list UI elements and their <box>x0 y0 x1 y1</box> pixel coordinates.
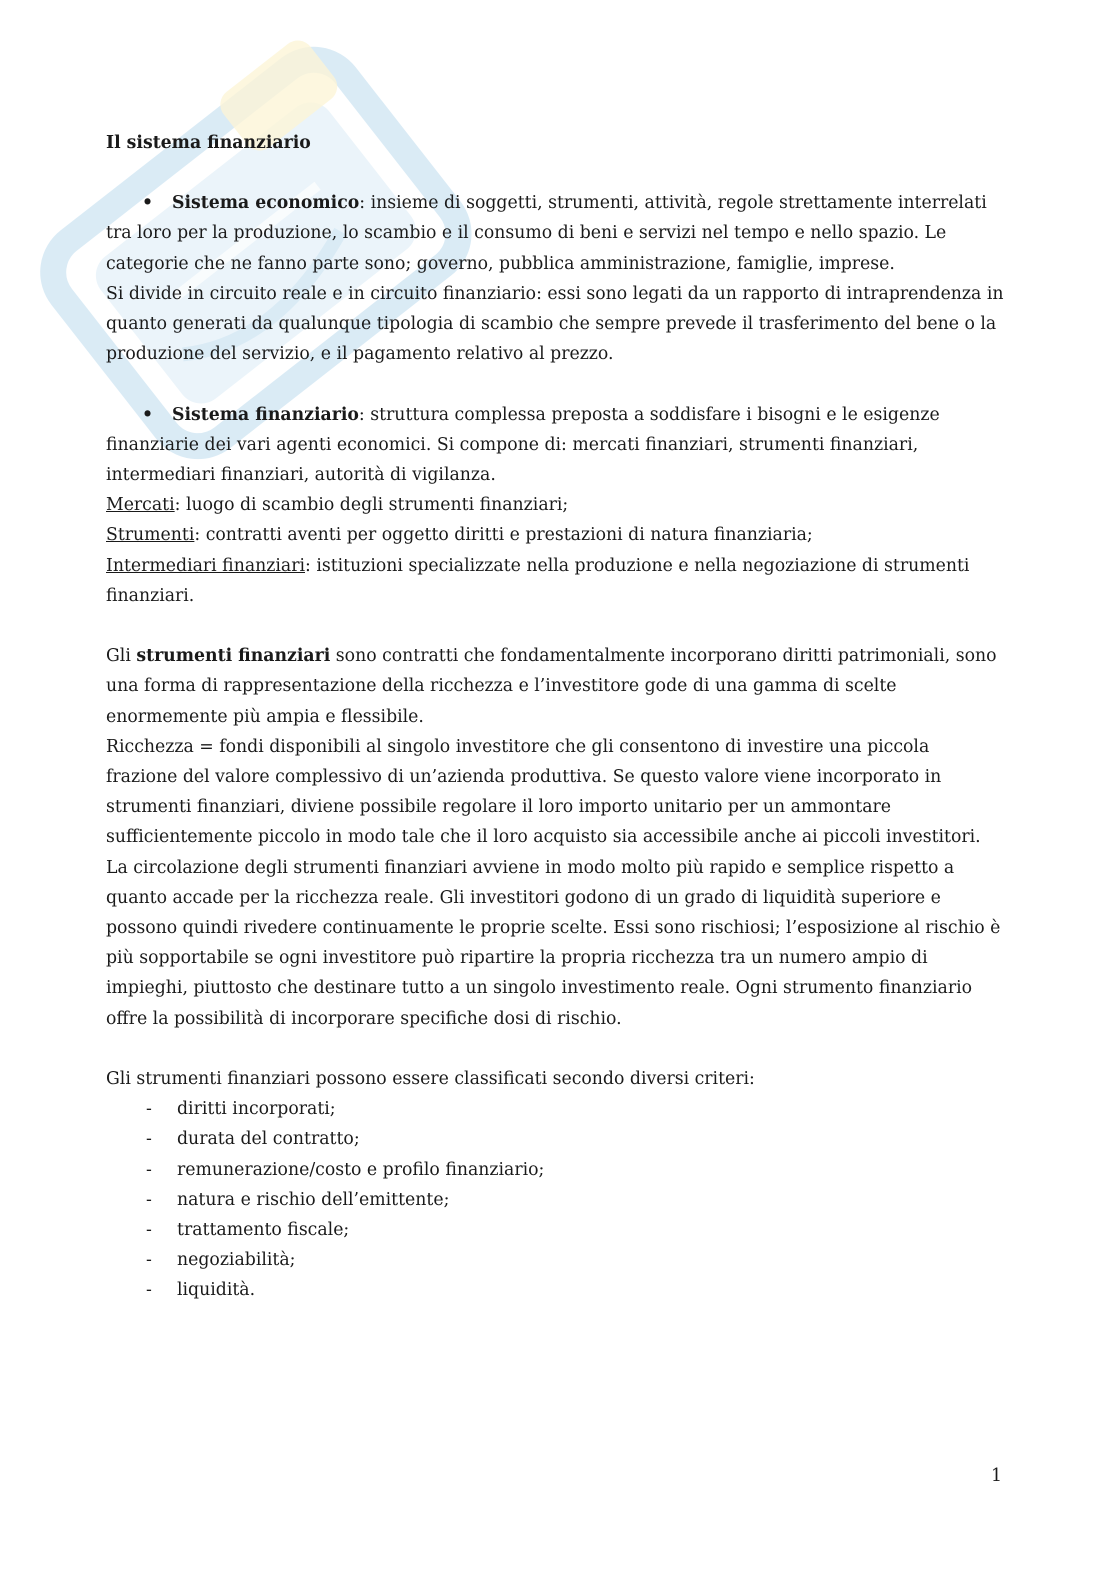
definition-intermediari <box>106 551 1006 611</box>
list-item <box>106 1275 1006 1305</box>
definition-text: : luogo di scambio degli strumenti finanziari; <box>174 495 569 516</box>
paragraph-text: sono contratti che fondamentalmente incorporano diritti patrimoniali, sono una forma di rappresentazione della ricchezza e l’investitore gode di una gamma di scelte enormemente più ampia e flessibile. <box>106 646 997 727</box>
lead-text: Gli <box>106 646 137 667</box>
list-item-text: trattamento fiscale; <box>177 1220 350 1241</box>
dash-marker: - <box>146 1250 152 1271</box>
list-item <box>106 1245 1006 1275</box>
list-item <box>106 1124 1006 1154</box>
list-item-text: remunerazione/costo e profilo finanziario; <box>177 1159 545 1180</box>
list-item-text: liquidità. <box>177 1280 256 1301</box>
paragraph-strumenti-finanziari <box>106 641 1006 732</box>
criteria-list <box>106 1094 1006 1305</box>
definition-strumenti <box>106 520 1006 550</box>
list-item <box>106 1155 1006 1185</box>
term-sistema-finanziario: Sistema finanziario <box>172 404 359 425</box>
list-item-text: diritti incorporati; <box>177 1099 336 1120</box>
list-item <box>106 1185 1006 1215</box>
paragraph-classificazione: Gli strumenti finanziari possono essere classificati secondo diversi criteri: <box>106 1069 755 1090</box>
definition-text: : insieme di soggetti, strumenti, attività, regole strettamente interrelati tra loro per la produzione, lo scambio e il consumo di beni e servizi nel tempo e nello spazio. Le categorie che ne fanno parte sono; governo, pubblica amministrazione, famiglie, imprese. <box>106 193 987 274</box>
term-strumenti: Strumenti <box>106 525 195 546</box>
document-body <box>106 128 1006 1306</box>
page-number: 1 <box>991 1466 1002 1486</box>
definition-text: : istituzioni specializzate nella produzione e nella negoziazione di strumenti finanziari. <box>106 555 970 606</box>
definition-mercati <box>106 490 1006 520</box>
definition-text: : contratti aventi per oggetto diritti e prestazioni di natura finanziaria; <box>194 525 813 546</box>
dash-marker: - <box>146 1280 152 1301</box>
list-item <box>106 1215 1006 1245</box>
paragraph-ricchezza: Ricchezza = fondi disponibili al singolo investitore che gli consentono di investire una piccola frazione del valore complessivo di un’azienda produttiva. Se questo valore viene incorporato in strumenti finanziari, diviene possibile regolare il loro importo unitario per un ammontare sufficientemente piccolo in modo tale che il loro acquisto sia accessibile anche ai piccoli investitori. La circolazione degli strumenti finanziari avviene in modo molto più rapido e semplice rispetto a quanto accade per la ricchezza reale. Gli investitori godono di un grado di liquidità superiore e possono quindi rivedere continuamente le proprie scelte. Essi sono rischiosi; l’esposizione al rischio è più sopportabile se ogni investitore può ripartire la propria ricchezza tra un numero ampio di impieghi, piuttosto che destinare tutto a un singolo investimento reale. Ogni strumento finanziario offre la possibilità di incorporare specifiche dosi di rischio. <box>106 736 1001 1029</box>
list-item <box>106 1094 1006 1124</box>
dash-marker: - <box>146 1159 152 1180</box>
list-item-text: negoziabilità; <box>177 1250 296 1271</box>
dash-marker: - <box>146 1129 152 1150</box>
list-item-text: natura e rischio dell’emittente; <box>177 1189 450 1210</box>
term-mercati: Mercati <box>106 495 175 516</box>
bullet-sistema-economico: • Sistema economico: insieme di soggetti, strumenti, attività, regole strettamente interrelati tra loro per la produzione, lo scambio e il consumo di beni e servizi nel tempo e nello spazio. Le categorie che ne fanno parte sono; governo, pubblica amministrazione, famiglie, imprese. <box>106 193 987 274</box>
term-strumenti-finanziari: strumenti finanziari <box>136 646 331 667</box>
dash-marker: - <box>146 1220 152 1241</box>
page-title: Il sistema finanziario <box>106 133 311 153</box>
definition-text: : struttura complessa preposta a soddisfare i bisogni e le esigenze finanziarie dei vari agenti economici. Si compone di: mercati finanziari, strumenti finanziari, intermediari finanziari, autorità di vigilanza. <box>106 404 940 486</box>
dash-marker: - <box>146 1099 152 1120</box>
term-intermediari: Intermediari finanziari <box>106 555 305 576</box>
dash-marker: - <box>146 1189 152 1210</box>
bullet-sistema-finanziario: • Sistema finanziario: struttura complessa preposta a soddisfare i bisogni e le esigenze finanziarie dei vari agenti economici. Si compone di: mercati finanziari, strumenti finanziari, intermediari finanziari, autorità di vigilanza. <box>106 404 940 486</box>
paragraph-circuiti: Si divide in circuito reale e in circuito finanziario: essi sono legati da un rapporto di intraprendenza in quanto generati da qualunque tipologia di scambio che sempre prevede il trasferimento del bene o la produzione del servizio, e il pagamento relativo al prezzo. <box>106 283 1004 365</box>
list-item-text: durata del contratto; <box>177 1129 360 1150</box>
term-sistema-economico: Sistema economico <box>172 193 360 214</box>
